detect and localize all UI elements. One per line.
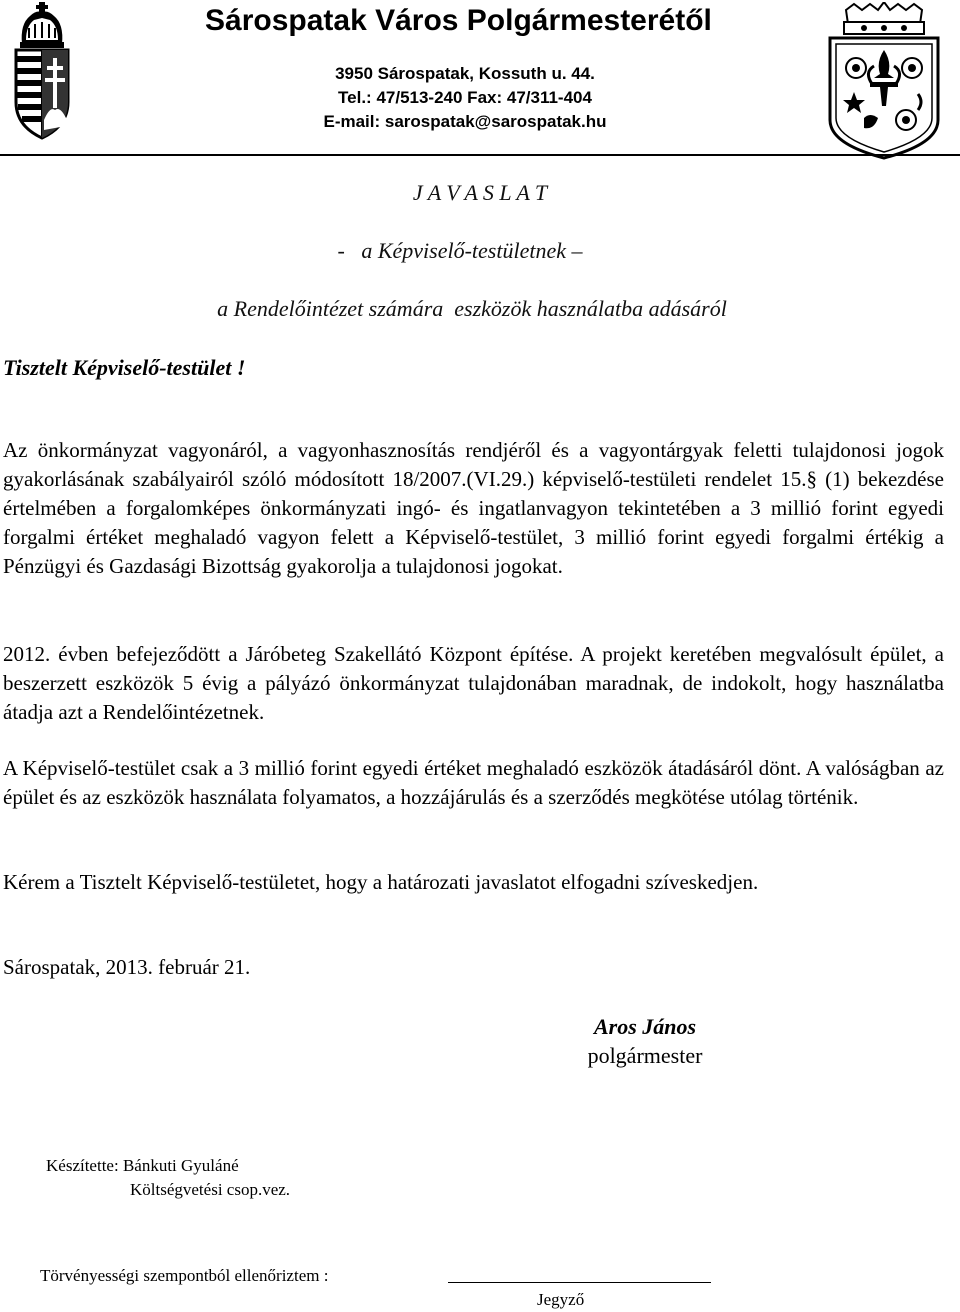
prepared-department: Költségvetési csop.vez. bbox=[130, 1180, 291, 1199]
document-type: J A V A S L A T bbox=[412, 180, 548, 205]
paragraph-3: A Képviselő-testület csak a 3 millió forint egyedi értéket meghaladó eszközök átadásáról dönt. A valóságban az épület és az eszközök használata folyamatos, a hozzájárulás és a szerződés megkötése utólag történik. bbox=[3, 756, 944, 809]
paragraph-2: 2012. évben befejeződött a Járóbeteg Szakellátó Központ építése. A projekt keretében megvalósult épület, a beszerzett eszközök 5 évig a pályázó önkormányzat tulajdonában maradnak, de indokolt, hogy használatba átadja azt a Rendelőintézetnek. bbox=[3, 642, 944, 724]
notary-label: Jegyző bbox=[537, 1290, 585, 1309]
prepared-by: Készítette: Bánkuti Gyuláné bbox=[46, 1156, 239, 1175]
phone-fax-line: Tel.: 47/513-240 Fax: 47/311-404 bbox=[338, 88, 592, 107]
place-date: Sárospatak, 2013. február 21. bbox=[3, 955, 251, 979]
hungarian-coat-of-arms-logo bbox=[12, 2, 72, 140]
header-divider bbox=[0, 154, 960, 156]
addressee: - a Képviselő-testületnek – bbox=[337, 238, 583, 263]
paragraph-1: Az önkormányzat vagyonáról, a vagyonhasznosítás rendjéről és a vagyontárgyak feletti tulajdonosi jogok gyakorlásának szabályairól szóló módosított 18/2007.(VI.29.) képviselő-testületi rendelet 15.§ (1) bekezdése értelmében a forgalomképes önkormányzati ingó- és ingatlanvagyon tekintetében a 3 millió forint egyedi forgalmi értéket meghaladó vagyon felett a Képviselő-testület, 3 millió forint egyedi forgalmi értékig a Pénzügyi és Gazdasági Bizottság gyakorolja a tulajdonosi jogokat. bbox=[3, 438, 944, 578]
request-sentence: Kérem a Tisztelt Képviselő-testületet, hogy a határozati javaslatot elfogadni szíveskedjen. bbox=[3, 870, 759, 894]
email-line: E-mail: sarospatak@sarospatak.hu bbox=[323, 112, 607, 131]
city-crest-icon bbox=[824, 2, 944, 160]
salutation: Tisztelt Képviselő-testület ! bbox=[3, 355, 246, 380]
signature-line bbox=[448, 1282, 711, 1283]
signer-name: Aros János bbox=[593, 1014, 697, 1039]
address-line: 3950 Sárospatak, Kossuth u. 44. bbox=[335, 64, 595, 83]
sarospatak-coat-of-arms-logo bbox=[824, 2, 944, 160]
crest-icon bbox=[12, 2, 72, 140]
legal-check-label: Törvényességi szempontból ellenőriztem : bbox=[40, 1266, 329, 1285]
signer-title: polgármester bbox=[587, 1043, 703, 1068]
subject-line: a Rendelőintézet számára eszközök használatba adásáról bbox=[217, 296, 727, 321]
page-title: Sárospatak Város Polgármesterétől bbox=[205, 4, 712, 37]
